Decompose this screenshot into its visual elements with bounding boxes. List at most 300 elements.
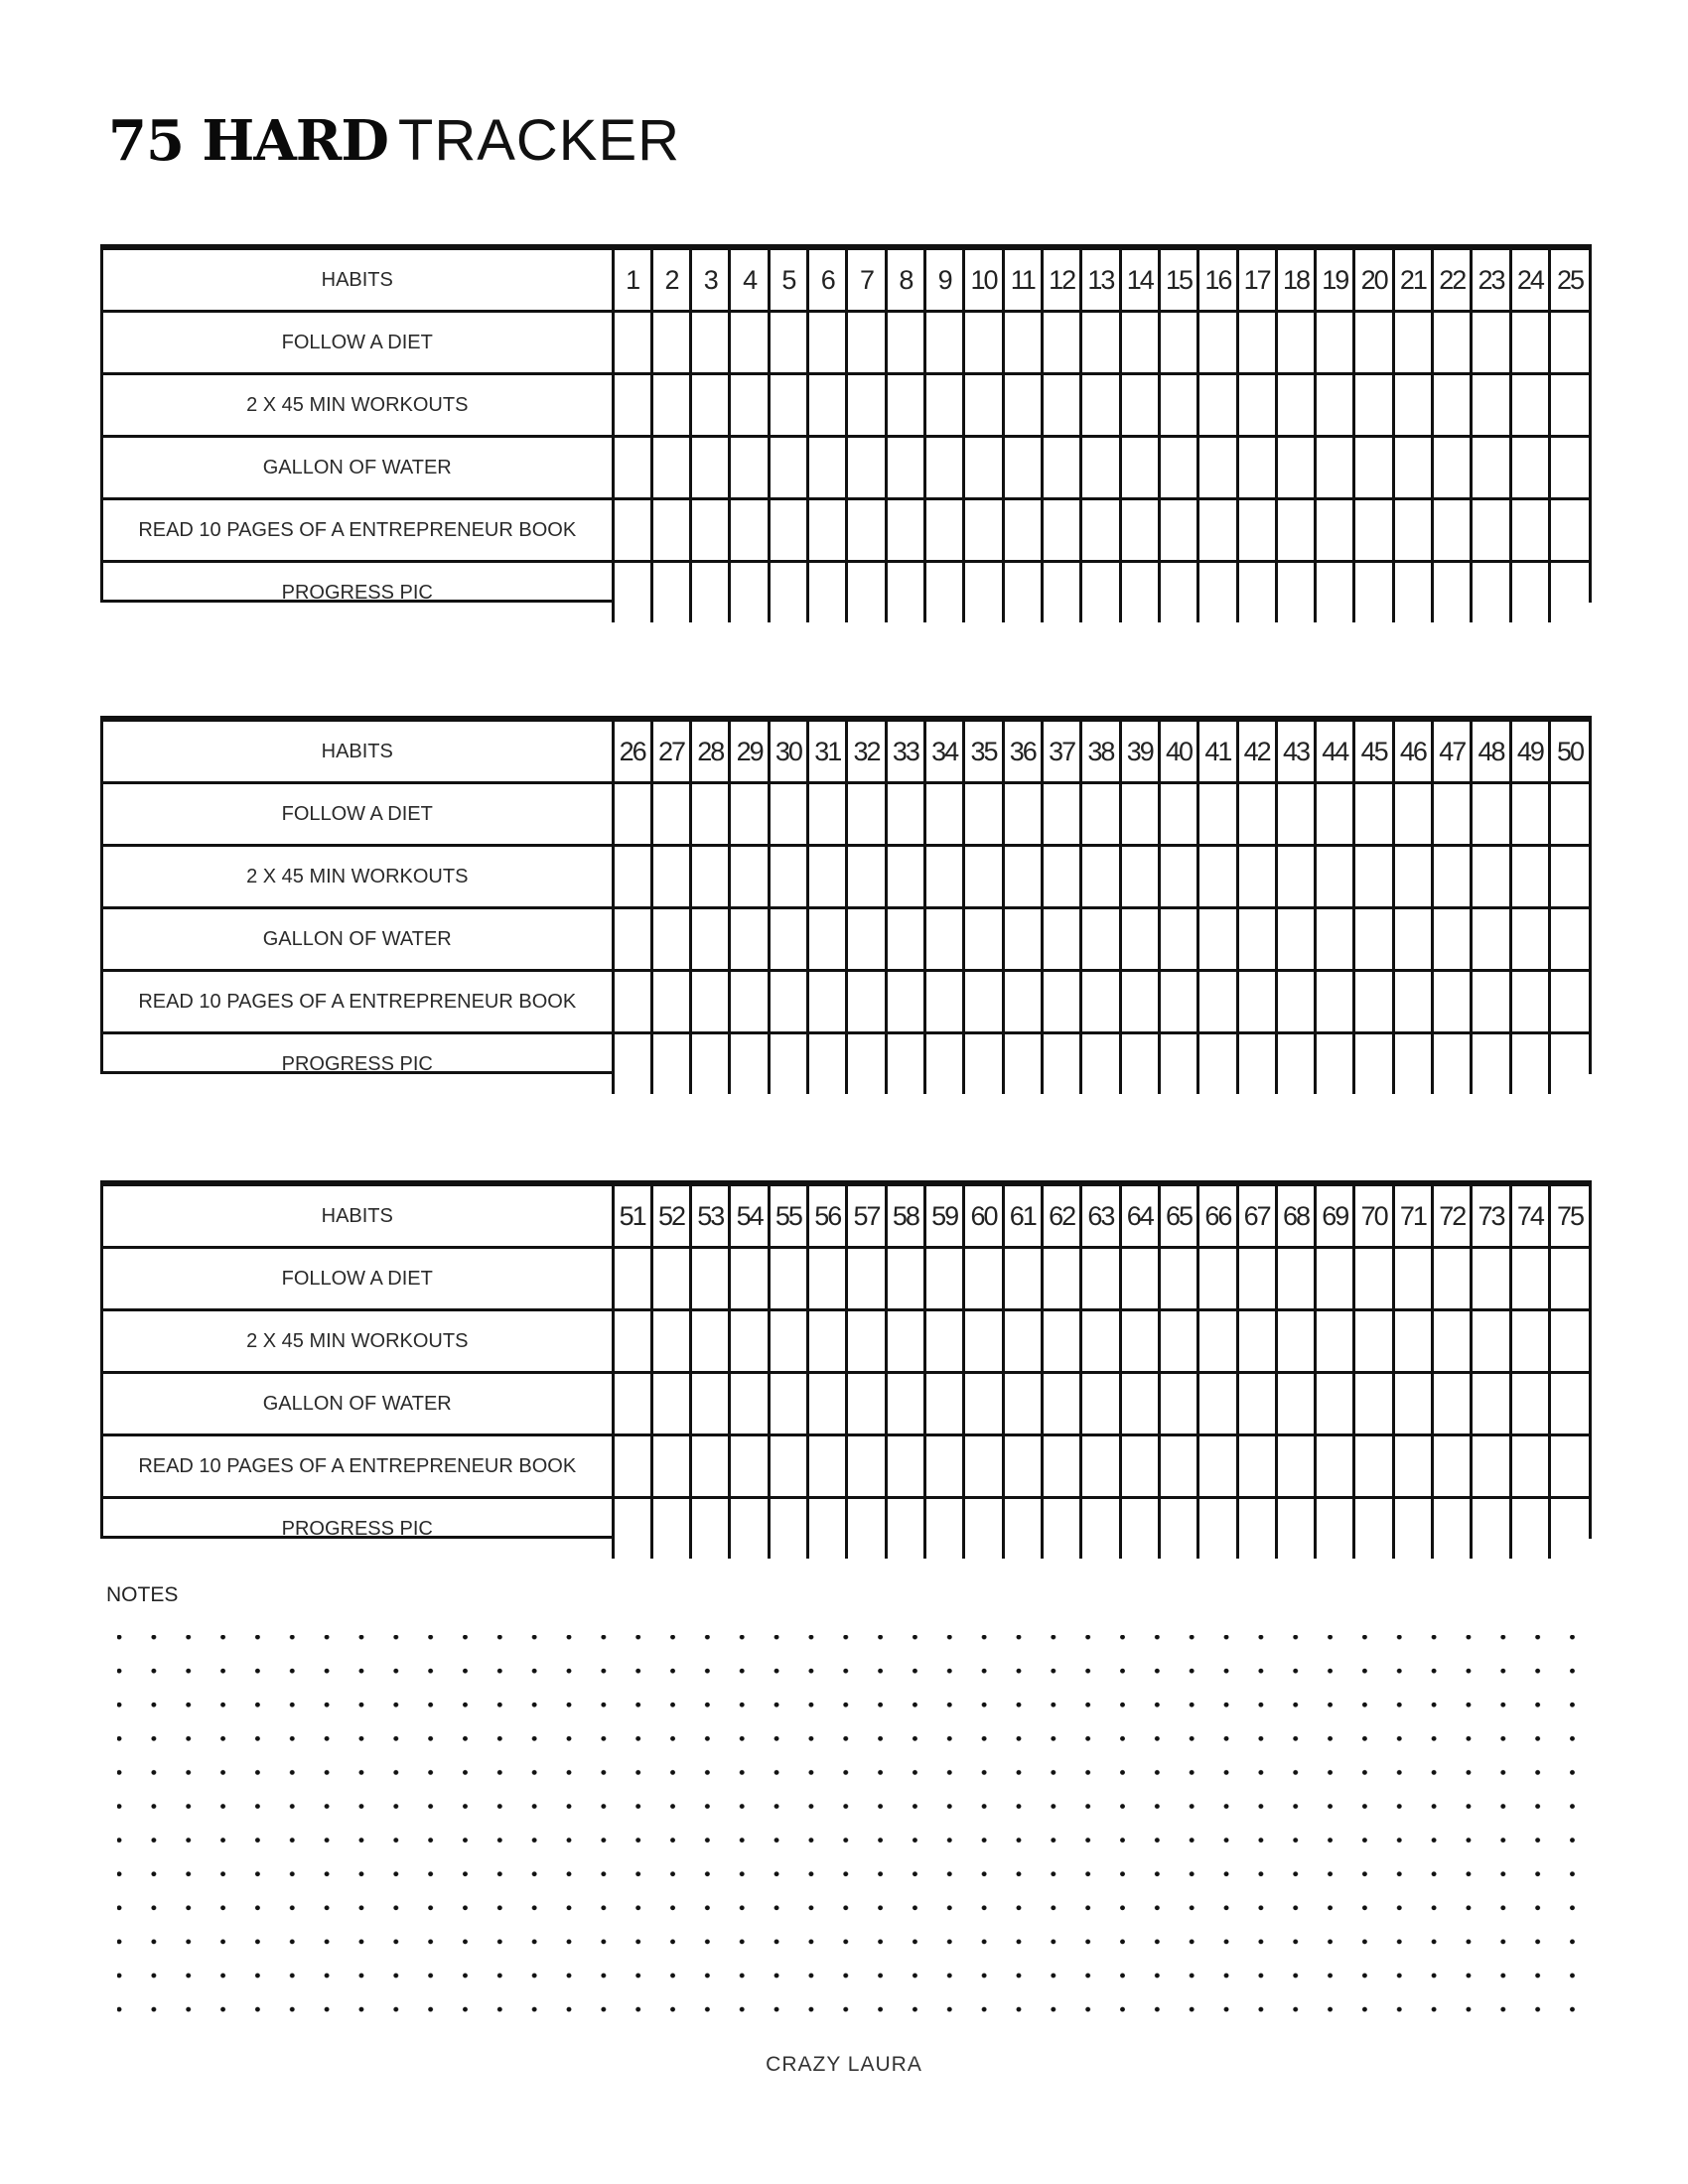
habit-checkbox-cell[interactable] [964, 1435, 1003, 1498]
habit-checkbox-cell[interactable] [1042, 783, 1080, 846]
habit-checkbox-cell[interactable] [886, 1498, 924, 1560]
habit-checkbox-cell[interactable] [1316, 971, 1354, 1033]
habit-checkbox-cell[interactable] [691, 971, 730, 1033]
habit-checkbox-cell[interactable] [1081, 1310, 1120, 1373]
habit-checkbox-cell[interactable] [1159, 783, 1197, 846]
habit-checkbox-cell[interactable] [964, 1498, 1003, 1560]
habit-checkbox-cell[interactable] [1042, 1310, 1080, 1373]
habit-checkbox-cell[interactable] [1316, 437, 1354, 499]
habit-checkbox-cell[interactable] [1550, 1435, 1590, 1498]
habit-checkbox-cell[interactable] [769, 1248, 807, 1310]
habit-checkbox-cell[interactable] [1042, 846, 1080, 908]
habit-checkbox-cell[interactable] [1510, 1435, 1549, 1498]
habit-checkbox-cell[interactable] [886, 908, 924, 971]
habit-checkbox-cell[interactable] [613, 499, 651, 562]
habit-checkbox-cell[interactable] [1042, 1033, 1080, 1095]
habit-checkbox-cell[interactable] [1081, 562, 1120, 623]
habit-checkbox-cell[interactable] [1003, 562, 1042, 623]
habit-checkbox-cell[interactable] [769, 1435, 807, 1498]
habit-checkbox-cell[interactable] [1198, 783, 1237, 846]
habit-checkbox-cell[interactable] [808, 1033, 847, 1095]
habit-checkbox-cell[interactable] [925, 846, 964, 908]
habit-checkbox-cell[interactable] [1393, 499, 1432, 562]
habit-checkbox-cell[interactable] [1276, 374, 1315, 437]
habit-checkbox-cell[interactable] [1510, 1248, 1549, 1310]
habit-checkbox-cell[interactable] [1472, 374, 1510, 437]
habit-checkbox-cell[interactable] [808, 908, 847, 971]
habit-checkbox-cell[interactable] [769, 562, 807, 623]
habit-checkbox-cell[interactable] [808, 374, 847, 437]
habit-checkbox-cell[interactable] [1081, 1033, 1120, 1095]
habit-checkbox-cell[interactable] [1237, 1373, 1276, 1435]
habit-checkbox-cell[interactable] [964, 971, 1003, 1033]
habit-checkbox-cell[interactable] [1354, 1498, 1393, 1560]
habit-checkbox-cell[interactable] [1393, 1498, 1432, 1560]
habit-checkbox-cell[interactable] [1550, 971, 1590, 1033]
habit-checkbox-cell[interactable] [1433, 1310, 1472, 1373]
habit-checkbox-cell[interactable] [808, 1498, 847, 1560]
habit-checkbox-cell[interactable] [1550, 562, 1590, 623]
habit-checkbox-cell[interactable] [925, 1435, 964, 1498]
habit-checkbox-cell[interactable] [1198, 437, 1237, 499]
habit-checkbox-cell[interactable] [1354, 1033, 1393, 1095]
habit-checkbox-cell[interactable] [964, 1033, 1003, 1095]
habit-checkbox-cell[interactable] [1354, 908, 1393, 971]
habit-checkbox-cell[interactable] [1081, 1248, 1120, 1310]
habit-checkbox-cell[interactable] [1433, 971, 1472, 1033]
habit-checkbox-cell[interactable] [613, 1498, 651, 1560]
habit-checkbox-cell[interactable] [1042, 499, 1080, 562]
habit-checkbox-cell[interactable] [1316, 908, 1354, 971]
habit-checkbox-cell[interactable] [847, 374, 886, 437]
habit-checkbox-cell[interactable] [1433, 1373, 1472, 1435]
habit-checkbox-cell[interactable] [808, 1310, 847, 1373]
habit-checkbox-cell[interactable] [651, 846, 690, 908]
habit-checkbox-cell[interactable] [1550, 846, 1590, 908]
habit-checkbox-cell[interactable] [1550, 1310, 1590, 1373]
habit-checkbox-cell[interactable] [1237, 312, 1276, 374]
habit-checkbox-cell[interactable] [847, 971, 886, 1033]
habit-checkbox-cell[interactable] [730, 1435, 769, 1498]
habit-checkbox-cell[interactable] [1276, 846, 1315, 908]
habit-checkbox-cell[interactable] [1198, 1033, 1237, 1095]
habit-checkbox-cell[interactable] [691, 1248, 730, 1310]
habit-checkbox-cell[interactable] [1042, 1248, 1080, 1310]
habit-checkbox-cell[interactable] [613, 1310, 651, 1373]
habit-checkbox-cell[interactable] [1354, 1373, 1393, 1435]
habit-checkbox-cell[interactable] [1276, 437, 1315, 499]
habit-checkbox-cell[interactable] [1472, 1033, 1510, 1095]
habit-checkbox-cell[interactable] [1003, 783, 1042, 846]
habit-checkbox-cell[interactable] [1433, 437, 1472, 499]
habit-checkbox-cell[interactable] [1316, 1248, 1354, 1310]
habit-checkbox-cell[interactable] [1393, 971, 1432, 1033]
habit-checkbox-cell[interactable] [1393, 846, 1432, 908]
habit-checkbox-cell[interactable] [847, 1435, 886, 1498]
habit-checkbox-cell[interactable] [1198, 908, 1237, 971]
habit-checkbox-cell[interactable] [1550, 499, 1590, 562]
habit-checkbox-cell[interactable] [769, 783, 807, 846]
habit-checkbox-cell[interactable] [1081, 437, 1120, 499]
habit-checkbox-cell[interactable] [1276, 562, 1315, 623]
habit-checkbox-cell[interactable] [925, 374, 964, 437]
habit-checkbox-cell[interactable] [964, 374, 1003, 437]
habit-checkbox-cell[interactable] [1433, 1033, 1472, 1095]
habit-checkbox-cell[interactable] [808, 846, 847, 908]
habit-checkbox-cell[interactable] [651, 374, 690, 437]
habit-checkbox-cell[interactable] [925, 1498, 964, 1560]
habit-checkbox-cell[interactable] [769, 1373, 807, 1435]
habit-checkbox-cell[interactable] [651, 908, 690, 971]
habit-checkbox-cell[interactable] [1198, 971, 1237, 1033]
habit-checkbox-cell[interactable] [1472, 1310, 1510, 1373]
habit-checkbox-cell[interactable] [1003, 437, 1042, 499]
habit-checkbox-cell[interactable] [1237, 1248, 1276, 1310]
habit-checkbox-cell[interactable] [1550, 908, 1590, 971]
habit-checkbox-cell[interactable] [847, 499, 886, 562]
habit-checkbox-cell[interactable] [1276, 1310, 1315, 1373]
habit-checkbox-cell[interactable] [1120, 846, 1159, 908]
habit-checkbox-cell[interactable] [1316, 783, 1354, 846]
habit-checkbox-cell[interactable] [1550, 1498, 1590, 1560]
habit-checkbox-cell[interactable] [1120, 1310, 1159, 1373]
habit-checkbox-cell[interactable] [1472, 437, 1510, 499]
habit-checkbox-cell[interactable] [964, 1373, 1003, 1435]
habit-checkbox-cell[interactable] [730, 783, 769, 846]
habit-checkbox-cell[interactable] [1042, 1435, 1080, 1498]
habit-checkbox-cell[interactable] [1237, 499, 1276, 562]
habit-checkbox-cell[interactable] [1316, 1310, 1354, 1373]
habit-checkbox-cell[interactable] [1120, 1373, 1159, 1435]
habit-checkbox-cell[interactable] [1393, 1248, 1432, 1310]
habit-checkbox-cell[interactable] [1354, 437, 1393, 499]
habit-checkbox-cell[interactable] [1003, 312, 1042, 374]
habit-checkbox-cell[interactable] [1120, 1248, 1159, 1310]
habit-checkbox-cell[interactable] [847, 1373, 886, 1435]
habit-checkbox-cell[interactable] [691, 783, 730, 846]
habit-checkbox-cell[interactable] [1316, 562, 1354, 623]
habit-checkbox-cell[interactable] [925, 1310, 964, 1373]
habit-checkbox-cell[interactable] [1198, 1310, 1237, 1373]
habit-checkbox-cell[interactable] [1237, 908, 1276, 971]
habit-checkbox-cell[interactable] [1198, 499, 1237, 562]
habit-checkbox-cell[interactable] [1393, 1310, 1432, 1373]
habit-checkbox-cell[interactable] [1237, 1033, 1276, 1095]
habit-checkbox-cell[interactable] [808, 562, 847, 623]
habit-checkbox-cell[interactable] [925, 908, 964, 971]
habit-checkbox-cell[interactable] [1433, 1498, 1472, 1560]
habit-checkbox-cell[interactable] [1393, 312, 1432, 374]
habit-checkbox-cell[interactable] [691, 1310, 730, 1373]
habit-checkbox-cell[interactable] [769, 312, 807, 374]
habit-checkbox-cell[interactable] [1550, 783, 1590, 846]
habit-checkbox-cell[interactable] [1354, 1310, 1393, 1373]
habit-checkbox-cell[interactable] [1550, 312, 1590, 374]
habit-checkbox-cell[interactable] [691, 312, 730, 374]
habit-checkbox-cell[interactable] [925, 783, 964, 846]
habit-checkbox-cell[interactable] [730, 971, 769, 1033]
habit-checkbox-cell[interactable] [613, 1435, 651, 1498]
habit-checkbox-cell[interactable] [1237, 1435, 1276, 1498]
habit-checkbox-cell[interactable] [925, 562, 964, 623]
habit-checkbox-cell[interactable] [886, 971, 924, 1033]
habit-checkbox-cell[interactable] [1159, 499, 1197, 562]
habit-checkbox-cell[interactable] [730, 1248, 769, 1310]
habit-checkbox-cell[interactable] [1354, 1248, 1393, 1310]
habit-checkbox-cell[interactable] [808, 971, 847, 1033]
habit-checkbox-cell[interactable] [1510, 1373, 1549, 1435]
habit-checkbox-cell[interactable] [847, 437, 886, 499]
habit-checkbox-cell[interactable] [651, 437, 690, 499]
habit-checkbox-cell[interactable] [886, 1033, 924, 1095]
habit-checkbox-cell[interactable] [1276, 499, 1315, 562]
habit-checkbox-cell[interactable] [651, 499, 690, 562]
habit-checkbox-cell[interactable] [886, 312, 924, 374]
habit-checkbox-cell[interactable] [1354, 846, 1393, 908]
habit-checkbox-cell[interactable] [769, 437, 807, 499]
habit-checkbox-cell[interactable] [691, 1033, 730, 1095]
habit-checkbox-cell[interactable] [1003, 1498, 1042, 1560]
habit-checkbox-cell[interactable] [651, 783, 690, 846]
habit-checkbox-cell[interactable] [1159, 1248, 1197, 1310]
habit-checkbox-cell[interactable] [691, 908, 730, 971]
habit-checkbox-cell[interactable] [925, 1373, 964, 1435]
habit-checkbox-cell[interactable] [1510, 846, 1549, 908]
habit-checkbox-cell[interactable] [1510, 374, 1549, 437]
habit-checkbox-cell[interactable] [613, 562, 651, 623]
habit-checkbox-cell[interactable] [1120, 1435, 1159, 1498]
habit-checkbox-cell[interactable] [1237, 437, 1276, 499]
habit-checkbox-cell[interactable] [651, 562, 690, 623]
habit-checkbox-cell[interactable] [1003, 1248, 1042, 1310]
habit-checkbox-cell[interactable] [1003, 1373, 1042, 1435]
habit-checkbox-cell[interactable] [808, 783, 847, 846]
habit-checkbox-cell[interactable] [1393, 908, 1432, 971]
habit-checkbox-cell[interactable] [1159, 374, 1197, 437]
habit-checkbox-cell[interactable] [769, 908, 807, 971]
habit-checkbox-cell[interactable] [1198, 562, 1237, 623]
habit-checkbox-cell[interactable] [1316, 1373, 1354, 1435]
habit-checkbox-cell[interactable] [1120, 1033, 1159, 1095]
habit-checkbox-cell[interactable] [1510, 971, 1549, 1033]
habit-checkbox-cell[interactable] [730, 1373, 769, 1435]
habit-checkbox-cell[interactable] [1237, 783, 1276, 846]
habit-checkbox-cell[interactable] [1003, 908, 1042, 971]
habit-checkbox-cell[interactable] [964, 562, 1003, 623]
habit-checkbox-cell[interactable] [886, 499, 924, 562]
habit-checkbox-cell[interactable] [886, 374, 924, 437]
habit-checkbox-cell[interactable] [1003, 846, 1042, 908]
habit-checkbox-cell[interactable] [1159, 1033, 1197, 1095]
habit-checkbox-cell[interactable] [1472, 1435, 1510, 1498]
habit-checkbox-cell[interactable] [964, 1310, 1003, 1373]
habit-checkbox-cell[interactable] [1510, 908, 1549, 971]
habit-checkbox-cell[interactable] [1316, 1498, 1354, 1560]
habit-checkbox-cell[interactable] [886, 1248, 924, 1310]
habit-checkbox-cell[interactable] [613, 971, 651, 1033]
habit-checkbox-cell[interactable] [1510, 1310, 1549, 1373]
habit-checkbox-cell[interactable] [1081, 1373, 1120, 1435]
habit-checkbox-cell[interactable] [1472, 312, 1510, 374]
habit-checkbox-cell[interactable] [1433, 1248, 1472, 1310]
habit-checkbox-cell[interactable] [1198, 1373, 1237, 1435]
habit-checkbox-cell[interactable] [1159, 846, 1197, 908]
habit-checkbox-cell[interactable] [613, 908, 651, 971]
habit-checkbox-cell[interactable] [1120, 908, 1159, 971]
habit-checkbox-cell[interactable] [651, 1310, 690, 1373]
habit-checkbox-cell[interactable] [1276, 908, 1315, 971]
habit-checkbox-cell[interactable] [847, 908, 886, 971]
habit-checkbox-cell[interactable] [964, 499, 1003, 562]
habit-checkbox-cell[interactable] [1316, 1033, 1354, 1095]
habit-checkbox-cell[interactable] [886, 783, 924, 846]
habit-checkbox-cell[interactable] [808, 1373, 847, 1435]
habit-checkbox-cell[interactable] [1393, 562, 1432, 623]
habit-checkbox-cell[interactable] [1276, 971, 1315, 1033]
habit-checkbox-cell[interactable] [769, 1033, 807, 1095]
habit-checkbox-cell[interactable] [730, 1498, 769, 1560]
habit-checkbox-cell[interactable] [1276, 1435, 1315, 1498]
habit-checkbox-cell[interactable] [1550, 437, 1590, 499]
habit-checkbox-cell[interactable] [1042, 1373, 1080, 1435]
habit-checkbox-cell[interactable] [1120, 1498, 1159, 1560]
habit-checkbox-cell[interactable] [1472, 1248, 1510, 1310]
habit-checkbox-cell[interactable] [1159, 1498, 1197, 1560]
habit-checkbox-cell[interactable] [1354, 499, 1393, 562]
habit-checkbox-cell[interactable] [1237, 562, 1276, 623]
habit-checkbox-cell[interactable] [1081, 312, 1120, 374]
habit-checkbox-cell[interactable] [886, 1435, 924, 1498]
habit-checkbox-cell[interactable] [1003, 971, 1042, 1033]
habit-checkbox-cell[interactable] [613, 437, 651, 499]
habit-checkbox-cell[interactable] [769, 1498, 807, 1560]
habit-checkbox-cell[interactable] [613, 374, 651, 437]
habit-checkbox-cell[interactable] [769, 499, 807, 562]
habit-checkbox-cell[interactable] [964, 908, 1003, 971]
habit-checkbox-cell[interactable] [1393, 1435, 1432, 1498]
habit-checkbox-cell[interactable] [808, 312, 847, 374]
habit-checkbox-cell[interactable] [1042, 312, 1080, 374]
habit-checkbox-cell[interactable] [730, 374, 769, 437]
habit-checkbox-cell[interactable] [1316, 1435, 1354, 1498]
habit-checkbox-cell[interactable] [1354, 1435, 1393, 1498]
habit-checkbox-cell[interactable] [1198, 1498, 1237, 1560]
habit-checkbox-cell[interactable] [1472, 783, 1510, 846]
habit-checkbox-cell[interactable] [1472, 562, 1510, 623]
habit-checkbox-cell[interactable] [1433, 562, 1472, 623]
habit-checkbox-cell[interactable] [1237, 1498, 1276, 1560]
habit-checkbox-cell[interactable] [808, 1435, 847, 1498]
habit-checkbox-cell[interactable] [1159, 908, 1197, 971]
habit-checkbox-cell[interactable] [886, 846, 924, 908]
habit-checkbox-cell[interactable] [1433, 908, 1472, 971]
habit-checkbox-cell[interactable] [847, 312, 886, 374]
habit-checkbox-cell[interactable] [1276, 1498, 1315, 1560]
habit-checkbox-cell[interactable] [1393, 1033, 1432, 1095]
habit-checkbox-cell[interactable] [847, 562, 886, 623]
habit-checkbox-cell[interactable] [1198, 846, 1237, 908]
habit-checkbox-cell[interactable] [769, 846, 807, 908]
habit-checkbox-cell[interactable] [651, 1435, 690, 1498]
habit-checkbox-cell[interactable] [613, 312, 651, 374]
habit-checkbox-cell[interactable] [691, 562, 730, 623]
habit-checkbox-cell[interactable] [1237, 1310, 1276, 1373]
habit-checkbox-cell[interactable] [1472, 908, 1510, 971]
habit-checkbox-cell[interactable] [847, 1033, 886, 1095]
habit-checkbox-cell[interactable] [1159, 1435, 1197, 1498]
habit-checkbox-cell[interactable] [651, 971, 690, 1033]
habit-checkbox-cell[interactable] [1003, 1435, 1042, 1498]
habit-checkbox-cell[interactable] [964, 846, 1003, 908]
habit-checkbox-cell[interactable] [1003, 374, 1042, 437]
habit-checkbox-cell[interactable] [1081, 1435, 1120, 1498]
habit-checkbox-cell[interactable] [1393, 1373, 1432, 1435]
habit-checkbox-cell[interactable] [1510, 499, 1549, 562]
habit-checkbox-cell[interactable] [730, 1033, 769, 1095]
habit-checkbox-cell[interactable] [1120, 783, 1159, 846]
habit-checkbox-cell[interactable] [730, 908, 769, 971]
habit-checkbox-cell[interactable] [1550, 1373, 1590, 1435]
habit-checkbox-cell[interactable] [1354, 971, 1393, 1033]
habit-checkbox-cell[interactable] [651, 312, 690, 374]
habit-checkbox-cell[interactable] [1354, 312, 1393, 374]
habit-checkbox-cell[interactable] [1120, 374, 1159, 437]
habit-checkbox-cell[interactable] [769, 374, 807, 437]
habit-checkbox-cell[interactable] [651, 1033, 690, 1095]
habit-checkbox-cell[interactable] [1042, 908, 1080, 971]
habit-checkbox-cell[interactable] [1472, 1498, 1510, 1560]
habit-checkbox-cell[interactable] [1472, 971, 1510, 1033]
habit-checkbox-cell[interactable] [925, 1248, 964, 1310]
habit-checkbox-cell[interactable] [925, 437, 964, 499]
habit-checkbox-cell[interactable] [847, 1310, 886, 1373]
habit-checkbox-cell[interactable] [1198, 374, 1237, 437]
habit-checkbox-cell[interactable] [651, 1373, 690, 1435]
habit-checkbox-cell[interactable] [1316, 499, 1354, 562]
habit-checkbox-cell[interactable] [1198, 312, 1237, 374]
habit-checkbox-cell[interactable] [1081, 971, 1120, 1033]
habit-checkbox-cell[interactable] [1276, 312, 1315, 374]
habit-checkbox-cell[interactable] [1003, 1033, 1042, 1095]
habit-checkbox-cell[interactable] [1316, 846, 1354, 908]
habit-checkbox-cell[interactable] [691, 499, 730, 562]
habit-checkbox-cell[interactable] [1042, 437, 1080, 499]
habit-checkbox-cell[interactable] [1393, 437, 1432, 499]
habit-checkbox-cell[interactable] [1198, 1435, 1237, 1498]
habit-checkbox-cell[interactable] [925, 971, 964, 1033]
habit-checkbox-cell[interactable] [1237, 846, 1276, 908]
habit-checkbox-cell[interactable] [1003, 1310, 1042, 1373]
habit-checkbox-cell[interactable] [1159, 1373, 1197, 1435]
habit-checkbox-cell[interactable] [691, 1373, 730, 1435]
habit-checkbox-cell[interactable] [1550, 1033, 1590, 1095]
habit-checkbox-cell[interactable] [886, 1310, 924, 1373]
habit-checkbox-cell[interactable] [1433, 499, 1472, 562]
habit-checkbox-cell[interactable] [808, 437, 847, 499]
habit-checkbox-cell[interactable] [1472, 1373, 1510, 1435]
habit-checkbox-cell[interactable] [964, 1248, 1003, 1310]
habit-checkbox-cell[interactable] [730, 1310, 769, 1373]
habit-checkbox-cell[interactable] [1081, 783, 1120, 846]
habit-checkbox-cell[interactable] [691, 437, 730, 499]
habit-checkbox-cell[interactable] [1237, 374, 1276, 437]
habit-checkbox-cell[interactable] [613, 1248, 651, 1310]
habit-checkbox-cell[interactable] [613, 783, 651, 846]
habit-checkbox-cell[interactable] [730, 846, 769, 908]
habit-checkbox-cell[interactable] [1159, 437, 1197, 499]
habit-checkbox-cell[interactable] [847, 783, 886, 846]
habit-checkbox-cell[interactable] [1159, 562, 1197, 623]
